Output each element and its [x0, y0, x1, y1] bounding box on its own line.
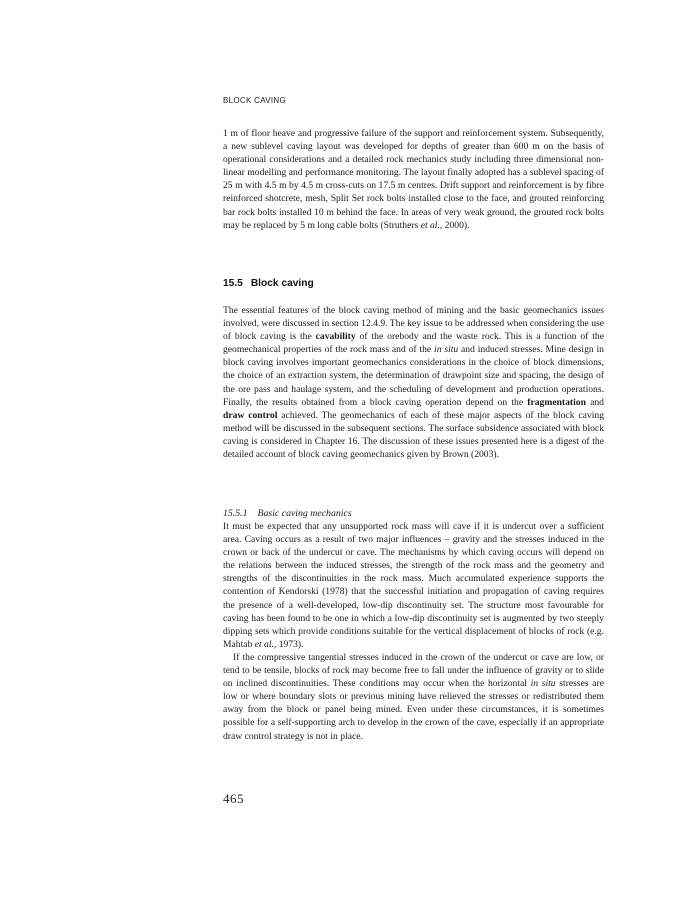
body-paragraphs-caving-mechanics — [223, 520, 604, 743]
paragraph-stress: If the compressive tangential stresses induced in the crown of the undercut or cave are low, or tend to be tensile, blocks of rock may become free to fall under the influence of gravity or to slide on inclined discontinuities. These conditions may occur when the horizontal in situ stresses are low or where boundary slots or previous mining have relieved the stresses or redistributed them away from the block or panel being mined. Even under these circumstances, it is sometimes possible for a self-supporting arch to develop in the crown of the cave, especially if an appropriate draw control strategy is not in place. — [223, 651, 604, 742]
page-number: 465 — [223, 791, 244, 806]
paragraph-caving: It must be expected that any unsupported rock mass will cave if it is undercut over a sufficient area. Caving occurs as a result of two major influences – gravity and the stresses induced in the crown or back of the undercut or cave. The mechanisms by which caving occurs will depend on the relations between the induced stresses, the strength of the rock mass and the geometry and strengths of the discontinuities in the rock mass. Much accumulated experience supports the contention of Kendorski (1978) that the successful initiation and propagation of caving requires the presence of a well-developed, low-dip discontinuity set. The structure most favourable for caving has been found to be one in which a low-dip discontinuity set is augmented by two steeply dipping sets which provide conditions suitable for the vertical displacement of blocks of rock (e.g. Mahtab et al., 1973). — [223, 521, 604, 650]
term-cavability: cavability — [315, 331, 356, 343]
body-paragraph-intro: 1 m of floor heave and progressive failure of the support and reinforcement system. Subsequently, a new sublevel caving layout was developed for depths of greater than 600 m on the basis of operational considerations and a detailed rock mechanics study including three dimensional non-linear modelling and performance monitoring. The layout finally adopted has a sublevel spacing of 25 m with 4.5 m by 4.5 m cross-cuts on 17.5 m centres. Drift support and reinforcement is by fibre reinforced shotcrete, mesh, Split Set rock bolts installed close to the face, and grouted reinforcing bar rock bolts installed 10 m behind the face. In areas of very weak ground, the grouted rock bolts may be replaced by 5 m long cable bolts (Struthers et al., 2000). — [223, 128, 604, 231]
subsection-heading — [223, 508, 352, 519]
subsection-title: Basic caving mechanics — [257, 508, 352, 519]
section-heading — [223, 278, 314, 289]
running-head: BLOCK CAVING — [223, 96, 287, 105]
section-title: Block caving — [250, 278, 314, 289]
section-number: 15.5 — [223, 278, 243, 289]
term-draw-control: draw control — [223, 409, 278, 421]
body-paragraph-block-caving: The essential features of the block caving method of mining and the basic geomechanics issues involved, were discussed in section 12.4.9. The key issue to be addressed when considering the use of block caving is the cavability of the orebody and the waste rock. This is a function of the geomechanical properties of the rock mass and of the in situ and induced stresses. Mine design in block caving involves important geomechanics considerations in the choice of block dimensions, the choice of an extraction system, the determination of drawpoint size and spacing, the design of the ore pass and haulage system, and the scheduling of development and production operations. Finally, the results obtained from a block caving operation depend on the fragmentation and draw control achieved. The geomechanics of each of these major aspects of the block caving method will be discussed in the subsequent sections. The surface subsidence associated with block caving is considered in Chapter 16. The discussion of these issues presented here is a digest of the detailed account of block caving geomechanics given by Brown (2003). — [223, 305, 604, 461]
term-fragmentation: fragmentation — [527, 396, 586, 408]
subsection-number: 15.5.1 — [223, 508, 248, 519]
